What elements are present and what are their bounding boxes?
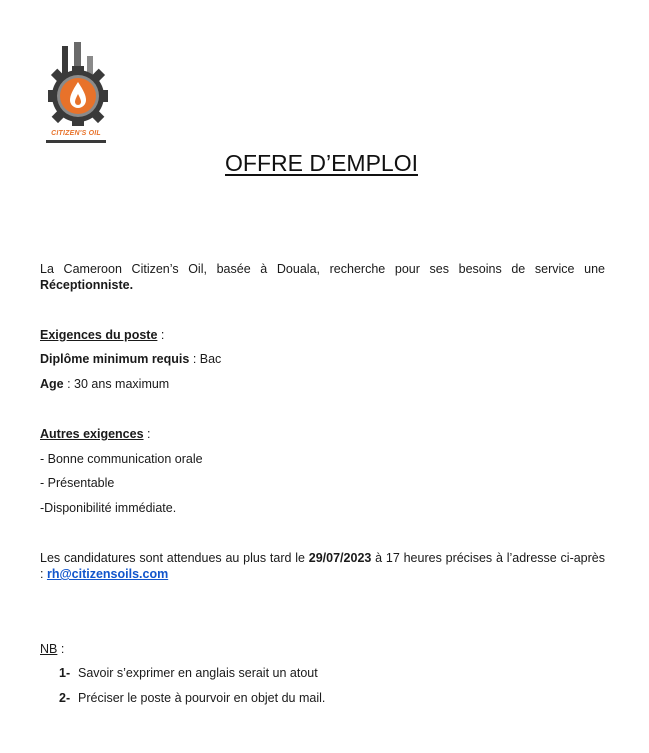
diploma-label: Diplôme minimum requis (40, 352, 190, 366)
notes-heading-suffix: : (57, 642, 65, 656)
intro-paragraph (40, 261, 605, 293)
company-logo (40, 40, 112, 146)
applications-paragraph (40, 550, 605, 582)
list-item: - Bonne communication orale (40, 452, 203, 466)
intro-text: La Cameroon Citizen’s Oil, basée à Douala, recherche pour ses besoins de service une (40, 262, 605, 276)
age-value: : 30 ans maximum (63, 377, 170, 391)
deadline-date: 29/07/2023 (308, 551, 372, 565)
applications-text-before: Les candidatures sont attendues au plus tard le (40, 551, 309, 565)
other-requirements-heading-line (40, 426, 150, 442)
logo-underline (46, 140, 106, 143)
page-title: OFFRE D’EMPLOI (225, 150, 418, 176)
note-number: 1- (59, 666, 71, 680)
diploma-line (40, 351, 221, 367)
requirements-heading-suffix: : (157, 328, 165, 342)
notes-heading-line (40, 641, 64, 657)
requirements-heading-line (40, 327, 164, 343)
age-line (40, 376, 169, 392)
logo-text: CITIZEN'S OIL (51, 130, 101, 137)
list-item: - Présentable (40, 476, 115, 490)
note-text: Savoir s’exprimer en anglais serait un atout (78, 666, 318, 680)
email-link[interactable]: rh@citizensoils.com (46, 567, 169, 581)
other-requirements-heading: Autres exigences (40, 427, 144, 441)
diploma-value: : Bac (189, 352, 222, 366)
gear-drop-logo-icon (40, 40, 112, 130)
other-requirements-heading-suffix: : (143, 427, 151, 441)
note-number: 2- (59, 691, 71, 705)
applications-text-after: à 17 heures précises à l’adresse ci-après : (40, 551, 605, 581)
position-title: Réceptionniste. (40, 278, 134, 292)
age-label: Age (40, 377, 64, 391)
list-item: -Disponibilité immédiate. (40, 501, 177, 515)
notes-heading: NB (40, 642, 58, 656)
requirements-heading: Exigences du poste (40, 328, 158, 342)
note-text: Préciser le poste à pourvoir en objet du mail. (78, 691, 326, 705)
